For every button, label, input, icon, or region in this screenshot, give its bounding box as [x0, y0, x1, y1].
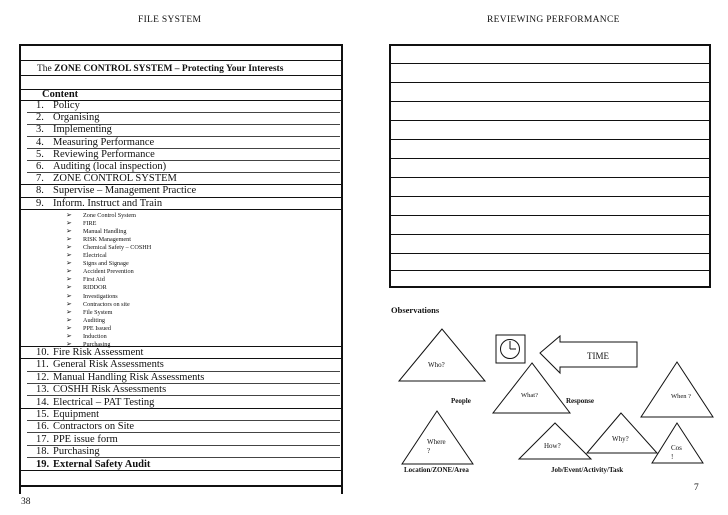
item-number: 8.	[36, 185, 44, 197]
triangle-why-label: Why?	[612, 435, 629, 443]
item-number: 14.	[36, 396, 50, 408]
rule	[389, 270, 711, 271]
arrow-bullet-icon: ➢	[66, 291, 72, 300]
item-label: PPE issue form	[53, 433, 118, 445]
list-item	[36, 185, 196, 197]
arrow-bullet-icon: ➢	[66, 307, 72, 316]
subitem-label: Zone Control System	[83, 212, 136, 219]
subitem-label: Signs and Signage	[83, 260, 129, 268]
item-number: 2.	[36, 112, 44, 124]
item-number: 17.	[36, 433, 50, 445]
list-item	[36, 149, 155, 161]
item-label: Organising	[53, 112, 100, 124]
observation-diagram	[395, 325, 715, 485]
triangle-what	[493, 363, 570, 413]
subitem-label: Chemical Safety – COSHH	[83, 244, 152, 252]
people-label: People	[451, 397, 471, 405]
item-label: General Risk Assessments	[53, 359, 164, 371]
item-number: 7.	[36, 173, 44, 185]
subitem-label: FIRE	[83, 220, 97, 228]
item-number: 18.	[36, 446, 50, 458]
item-number: 13.	[36, 384, 50, 396]
triangle-when-label: When ?	[671, 393, 692, 400]
triangle-who-label: Who?	[428, 361, 445, 369]
rule	[389, 253, 711, 254]
job-label: Job/Event/Activity/Task	[551, 466, 624, 474]
subitem-label: PPE Issued	[83, 324, 112, 332]
item-number: 1.	[36, 100, 44, 111]
triangle-why	[587, 413, 657, 453]
title-bold: ZONE CONTROL SYSTEM – Protecting Your Interests	[54, 64, 284, 74]
list-item	[36, 384, 166, 396]
rule	[389, 177, 711, 178]
triangle-who	[399, 329, 485, 381]
subitem-label: Manual Handling	[83, 228, 127, 236]
arrow-bullet-icon: ➢	[66, 339, 72, 348]
arrow-bullet-icon: ➢	[66, 243, 72, 252]
arrow-bullet-icon: ➢	[66, 227, 72, 236]
list-item	[36, 124, 112, 136]
item-label: Manual Handling Risk Assessments	[53, 371, 205, 383]
item-label: Policy	[53, 100, 80, 111]
left-page-number: 38	[21, 497, 31, 507]
arrow-bullet-icon: ➢	[66, 251, 72, 260]
subitem-label: Electrical	[83, 252, 107, 260]
item-number: 16.	[36, 421, 50, 433]
list-item	[36, 421, 134, 433]
right-page-number: 7	[694, 483, 699, 493]
triangle-when	[641, 362, 713, 417]
item-number: 19.	[36, 459, 50, 470]
subitem-label: Contractors on site	[83, 300, 130, 308]
triangle-what-label: What?	[521, 392, 538, 399]
arrow-bullet-icon: ➢	[66, 283, 72, 292]
list-item	[36, 359, 164, 371]
arrow-bullet-icon: ➢	[66, 235, 72, 244]
item-label: COSHH Risk Assessments	[53, 384, 167, 396]
list-item	[36, 397, 154, 409]
rule	[389, 120, 711, 121]
observations-label: Observations	[391, 305, 440, 315]
rule	[389, 196, 711, 197]
subitem-label: Induction	[83, 332, 107, 340]
rule	[19, 75, 343, 76]
list-item	[36, 347, 143, 359]
title-prefix: The	[37, 64, 55, 74]
rule	[389, 139, 711, 140]
item-number: 11.	[36, 359, 49, 371]
triangle-how	[519, 423, 591, 459]
subitem-label: Purchasing	[83, 340, 111, 348]
arrow-bullet-icon: ➢	[66, 315, 72, 324]
item-label: External Safety Audit	[53, 459, 151, 470]
right-ruled-box	[389, 44, 711, 288]
triangle-where-label: Where ?	[427, 438, 446, 455]
rule	[389, 234, 711, 235]
rule	[389, 82, 711, 83]
subitem-label: File System	[83, 308, 113, 316]
item-label: Reviewing Performance	[53, 148, 155, 160]
rule	[389, 101, 711, 102]
subitem-label: RIDDOR	[83, 284, 107, 292]
subitem-label: RISK Management	[83, 236, 131, 244]
list-item	[36, 372, 204, 384]
right-page-header: REVIEWING PERFORMANCE	[487, 15, 620, 25]
item-number: 4.	[36, 136, 44, 148]
item-number: 9.	[36, 197, 44, 209]
arrow-bullet-icon: ➢	[66, 211, 72, 219]
list-item	[36, 434, 118, 446]
item-label: Implementing	[53, 124, 112, 136]
arrow-bullet-icon: ➢	[66, 299, 72, 308]
zone-control-title	[37, 63, 283, 75]
rule	[389, 63, 711, 64]
subitem-label: Auditing	[83, 316, 106, 324]
list-item	[36, 459, 150, 471]
arrow-bullet-icon: ➢	[66, 275, 72, 284]
item-label: Fire Risk Assessment	[53, 347, 144, 358]
triangle-cos-label: Cos !	[671, 444, 682, 461]
arrow-bullet-icon: ➢	[66, 331, 72, 340]
item-label: Measuring Performance	[53, 136, 155, 148]
rule	[19, 60, 343, 61]
arrow-bullet-icon: ➢	[66, 323, 72, 332]
list-item	[36, 409, 99, 421]
rule	[389, 215, 711, 216]
list-item	[36, 173, 177, 185]
left-ruled-box-bottom	[19, 485, 343, 494]
left-page-header: FILE SYSTEM	[138, 15, 202, 25]
triangle-how-label: How?	[544, 442, 561, 450]
content-label: Content	[42, 89, 79, 100]
list-item	[36, 198, 162, 210]
arrow-bullet-icon: ➢	[66, 259, 72, 268]
item-label: Electrical – PAT Testing	[53, 396, 155, 408]
item-label: Equipment	[53, 409, 100, 420]
list-item	[36, 112, 99, 124]
rule	[389, 158, 711, 159]
item-number: 10.	[36, 347, 50, 358]
item-number: 12.	[36, 371, 50, 383]
item-label: Contractors on Site	[53, 421, 135, 433]
arrow-bullet-icon: ➢	[66, 219, 72, 228]
item-number: 5.	[36, 148, 44, 160]
response-label: Response	[566, 397, 595, 405]
item-label: Purchasing	[53, 446, 100, 458]
item-number: 3.	[36, 124, 44, 136]
item-label: ZONE CONTROL SYSTEM	[53, 173, 177, 185]
location-label: Location/ZONE/Area	[404, 466, 469, 474]
list-item	[36, 100, 80, 112]
item-label: Supervise – Management Practice	[53, 185, 197, 197]
item-number: 6.	[36, 161, 44, 172]
subitem-label: Accident Prevention	[83, 268, 134, 276]
time-label: TIME	[587, 351, 609, 361]
list-item	[36, 161, 166, 173]
list-item	[36, 137, 154, 149]
subitem-label: Investigations	[83, 292, 118, 300]
arrow-bullet-icon: ➢	[66, 267, 72, 276]
item-number: 15.	[36, 409, 50, 420]
item-label: Auditing (local inspection)	[53, 161, 167, 172]
item-label: Inform. Instruct and Train	[53, 197, 163, 209]
subitem-label: First Aid	[83, 276, 105, 284]
list-item	[36, 446, 100, 458]
